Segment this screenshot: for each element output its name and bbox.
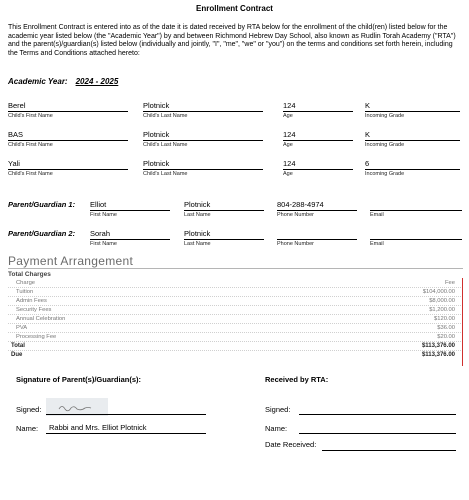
due-row: [8, 352, 463, 358]
charge-fee: $120.00: [434, 316, 455, 322]
parent-signed-line: [46, 414, 206, 415]
child-last-name[interactable]: Plotnick: [143, 130, 170, 139]
charge-name: Admin Fees: [16, 298, 47, 304]
child-last-name[interactable]: Plotnick: [143, 159, 170, 168]
guardian-first-caption: First Name: [90, 241, 117, 247]
child-age-caption: Age: [283, 113, 293, 119]
child-last-caption: Child's Last Name: [143, 142, 188, 148]
child-last-caption: Child's Last Name: [143, 171, 188, 177]
table-row: [8, 325, 463, 331]
intro-paragraph: This Enrollment Contract is entered into as of the date it is dated received by RTA below for the enrollment of the child(ren) listed below for the academic year listed below (the "Academic Year") by and between Richmond Hebrew Day School, also known as Rudlin Torah Academy ("RTA") and the parent(s)/guardian(s) listed below (individually and jointly, "I", "me", "we" or "you") on the terms and conditions set forth herein, including the Terms and Conditions attached hereto:: [8, 24, 456, 57]
academic-year: [8, 77, 118, 86]
table-edge-accent: [462, 278, 463, 366]
parent-signed-label: Signed:: [16, 405, 42, 414]
due-label: Due: [11, 352, 23, 358]
charge-name: Processing Fee: [16, 334, 57, 340]
child-grade-caption: Incoming Grade: [365, 113, 405, 119]
academic-year-value: 2024 - 2025: [75, 77, 119, 86]
parent-name-value[interactable]: Rabbi and Mrs. Elliot Plotnick: [49, 423, 147, 432]
child-first-caption: Child's First Name: [8, 142, 53, 148]
rta-name-label: Name:: [265, 424, 288, 433]
rta-signature-heading: Received by RTA:: [265, 375, 329, 384]
table-row: [8, 289, 463, 295]
child-first-name[interactable]: Berel: [8, 101, 26, 110]
guardian-label: Parent/Guardian 1:: [8, 200, 76, 209]
charge-name: Annual Celebration: [16, 316, 66, 322]
guardian-last-caption: Last Name: [184, 212, 211, 218]
child-age-caption: Age: [283, 142, 293, 148]
guardian-phone-caption: Phone Number: [277, 212, 314, 218]
charge-name: Security Fees: [16, 307, 52, 313]
child-first-caption: Child's First Name: [8, 113, 53, 119]
document-title: Enrollment Contract: [196, 4, 273, 13]
guardian-label: Parent/Guardian 2:: [8, 229, 76, 238]
due-value: $113,376.00: [421, 352, 455, 358]
parent-name-label: Name:: [16, 424, 39, 433]
guardian-last-name[interactable]: Plotnick: [184, 229, 211, 238]
charge-name: PVA: [16, 325, 28, 331]
child-grade[interactable]: K: [365, 101, 371, 110]
payment-heading: Payment Arrangement: [8, 254, 134, 268]
child-last-caption: Child's Last Name: [143, 113, 188, 119]
guardian-last-caption: Last Name: [184, 241, 211, 247]
child-grade-caption: Incoming Grade: [365, 171, 405, 177]
table-row: [8, 334, 463, 340]
column-header-charge: Charge: [16, 280, 36, 286]
charge-fee: $104,000.00: [422, 289, 455, 295]
charge-fee: $1,200.00: [429, 307, 455, 313]
guardian-first-name[interactable]: Elliot: [90, 200, 107, 209]
total-label: Total: [11, 343, 25, 349]
table-row: [8, 307, 463, 313]
table-row: [8, 316, 463, 322]
child-first-name[interactable]: Yali: [8, 159, 20, 168]
child-age[interactable]: 124: [283, 159, 296, 168]
guardian-phone[interactable]: 804-288-4974: [277, 200, 324, 209]
table-header-row: [8, 280, 463, 286]
table-row: [8, 298, 463, 304]
child-first-caption: Child's First Name: [8, 171, 53, 177]
guardian-email-caption: Email: [370, 212, 384, 218]
child-first-name[interactable]: BAS: [8, 130, 24, 139]
child-age[interactable]: 124: [283, 130, 296, 139]
rta-signed-label: Signed:: [265, 405, 291, 414]
guardian-email-caption: Email: [370, 241, 384, 247]
guardian-phone-caption: Phone Number: [277, 241, 314, 247]
column-header-fee: Fee: [445, 280, 455, 286]
child-age-caption: Age: [283, 171, 293, 177]
total-value: $113,376.00: [421, 343, 455, 349]
date-received-label: Date Received:: [265, 440, 317, 449]
total-row: [8, 343, 463, 349]
rta-name-line[interactable]: [299, 433, 456, 434]
child-grade[interactable]: 6: [365, 159, 370, 168]
parent-name-line: [46, 433, 206, 434]
child-grade[interactable]: K: [365, 130, 371, 139]
parent-signature-heading: Signature of Parent(s)/Guardian(s):: [16, 375, 142, 384]
guardian-first-name[interactable]: Sorah: [90, 229, 111, 238]
date-received-line[interactable]: [322, 450, 456, 451]
charge-fee: $36.00: [437, 325, 455, 331]
guardian-first-caption: First Name: [90, 212, 117, 218]
child-last-name[interactable]: Plotnick: [143, 101, 170, 110]
academic-year-label: Academic Year:: [8, 77, 68, 86]
child-age[interactable]: 124: [283, 101, 296, 110]
guardian-last-name[interactable]: Plotnick: [184, 200, 211, 209]
rta-signed-line[interactable]: [299, 414, 456, 415]
charge-fee: $8,000.00: [429, 298, 455, 304]
charge-name: Tuition: [16, 289, 34, 295]
table-title: Total Charges: [8, 271, 51, 278]
divider: [8, 268, 463, 269]
child-grade-caption: Incoming Grade: [365, 142, 405, 148]
charge-fee: $20.00: [437, 334, 455, 340]
